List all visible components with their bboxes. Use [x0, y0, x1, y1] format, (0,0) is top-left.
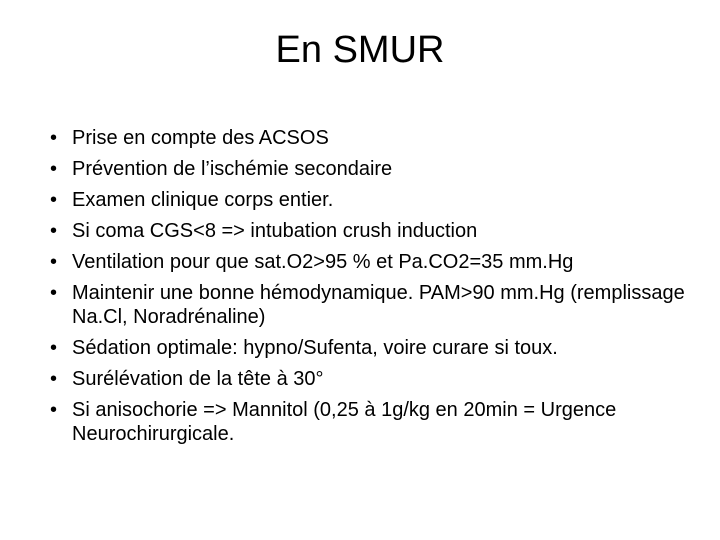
list-item	[50, 250, 690, 274]
list-item	[50, 336, 690, 360]
list-item	[50, 398, 690, 446]
bullet-dot-icon: •	[50, 368, 58, 390]
bullet-dot-icon: •	[50, 399, 58, 421]
bullet-dot-icon: •	[50, 158, 58, 180]
bullet-text: Examen clinique corps entier.	[72, 189, 334, 211]
bullet-text: Surélévation de la tête à 30°	[72, 368, 324, 390]
bullet-dot-icon: •	[50, 220, 58, 242]
list-item	[50, 367, 690, 391]
bullet-text: Maintenir une bonne hémodynamique. PAM>90 mm.Hg (remplissage Na.Cl, Noradrénaline)	[72, 282, 685, 328]
bullet-text: Prévention de l’ischémie secondaire	[72, 158, 393, 180]
bullet-text: Si coma CGS<8 => intubation crush induction	[72, 220, 478, 242]
bullet-text: Si anisochorie => Mannitol (0,25 à 1g/kg en 20min = Urgence Neurochirurgicale.	[72, 399, 617, 445]
bullet-dot-icon: •	[50, 127, 58, 149]
slide-title: En SMUR	[275, 29, 445, 71]
list-item	[50, 219, 690, 243]
bullet-dot-icon: •	[50, 251, 58, 273]
bullet-list	[50, 126, 690, 453]
bullet-dot-icon: •	[50, 189, 58, 211]
bullet-dot-icon: •	[50, 282, 58, 304]
list-item	[50, 157, 690, 181]
bullet-text: Prise en compte des ACSOS	[72, 127, 329, 149]
list-item	[50, 188, 690, 212]
bullet-dot-icon: •	[50, 337, 58, 359]
bullet-text: Ventilation pour que sat.O2>95 % et Pa.CO2=35 mm.Hg	[72, 251, 574, 273]
list-item	[50, 281, 690, 329]
bullet-text: Sédation optimale: hypno/Sufenta, voire curare si toux.	[72, 337, 558, 359]
list-item	[50, 126, 690, 150]
